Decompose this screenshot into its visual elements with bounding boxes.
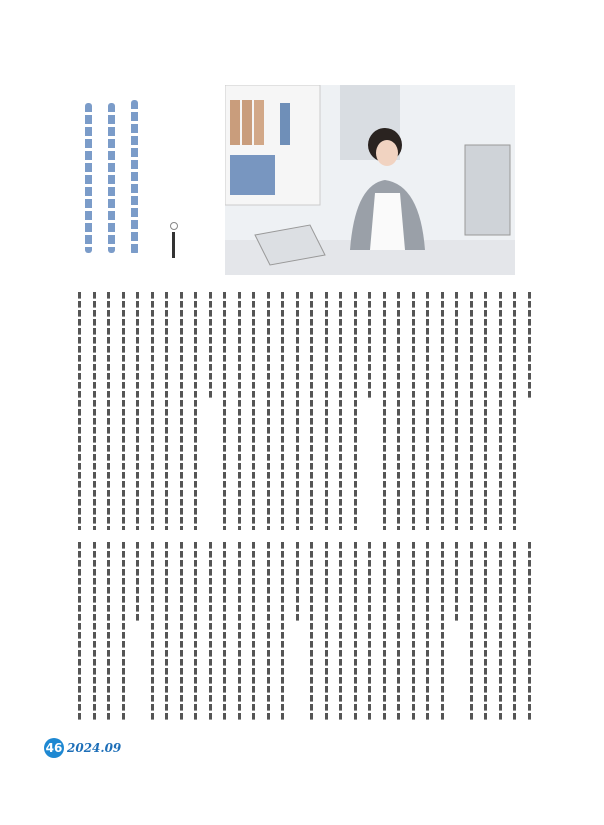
text-column	[223, 542, 226, 720]
text-column	[122, 542, 125, 720]
text-column	[252, 542, 255, 720]
text-column	[499, 542, 502, 720]
text-column	[426, 292, 429, 530]
text-column	[484, 292, 487, 530]
text-column	[383, 292, 386, 530]
text-column	[513, 542, 516, 720]
page-footer	[44, 738, 121, 758]
text-column	[180, 542, 183, 720]
text-column	[107, 292, 110, 530]
text-column	[354, 292, 357, 530]
text-column	[136, 292, 139, 530]
text-column	[368, 292, 371, 399]
text-column	[325, 542, 328, 720]
text-column	[484, 542, 487, 720]
page-number-badge: 46	[44, 738, 64, 758]
text-column	[310, 542, 313, 720]
text-column	[151, 542, 154, 720]
text-column	[528, 542, 531, 720]
text-column	[325, 292, 328, 530]
text-column	[354, 542, 357, 720]
text-column	[383, 542, 386, 720]
text-column	[78, 542, 81, 720]
text-column	[151, 292, 154, 530]
text-column	[412, 292, 415, 530]
text-column	[267, 542, 270, 720]
text-column	[165, 292, 168, 530]
text-column	[122, 292, 125, 530]
text-column	[93, 292, 96, 530]
text-column	[528, 292, 531, 399]
text-column	[455, 292, 458, 530]
text-column	[252, 292, 255, 530]
text-column	[426, 542, 429, 720]
text-column	[470, 292, 473, 530]
text-column	[397, 292, 400, 530]
text-column	[296, 542, 299, 622]
text-column	[136, 542, 139, 622]
text-column	[513, 292, 516, 530]
text-column	[441, 292, 444, 530]
text-column	[78, 292, 81, 530]
text-column	[339, 292, 342, 530]
text-column	[107, 542, 110, 720]
text-column	[397, 542, 400, 720]
text-column	[209, 542, 212, 720]
text-column	[209, 292, 212, 399]
text-column	[194, 292, 197, 530]
text-column	[93, 542, 96, 720]
issue-date: 2024.09	[67, 741, 122, 755]
text-column	[296, 292, 299, 530]
text-column	[470, 542, 473, 720]
text-column	[455, 542, 458, 622]
text-column	[267, 292, 270, 530]
text-column	[238, 542, 241, 720]
text-column	[368, 542, 371, 720]
text-column	[281, 542, 284, 720]
text-column	[194, 542, 197, 720]
text-column	[310, 292, 313, 530]
text-column	[223, 292, 226, 530]
text-column	[180, 292, 183, 530]
text-column	[339, 542, 342, 720]
text-column	[499, 292, 502, 530]
text-column	[412, 542, 415, 720]
text-column	[281, 292, 284, 530]
text-column	[238, 292, 241, 530]
text-column	[165, 542, 168, 720]
text-column	[441, 542, 444, 720]
